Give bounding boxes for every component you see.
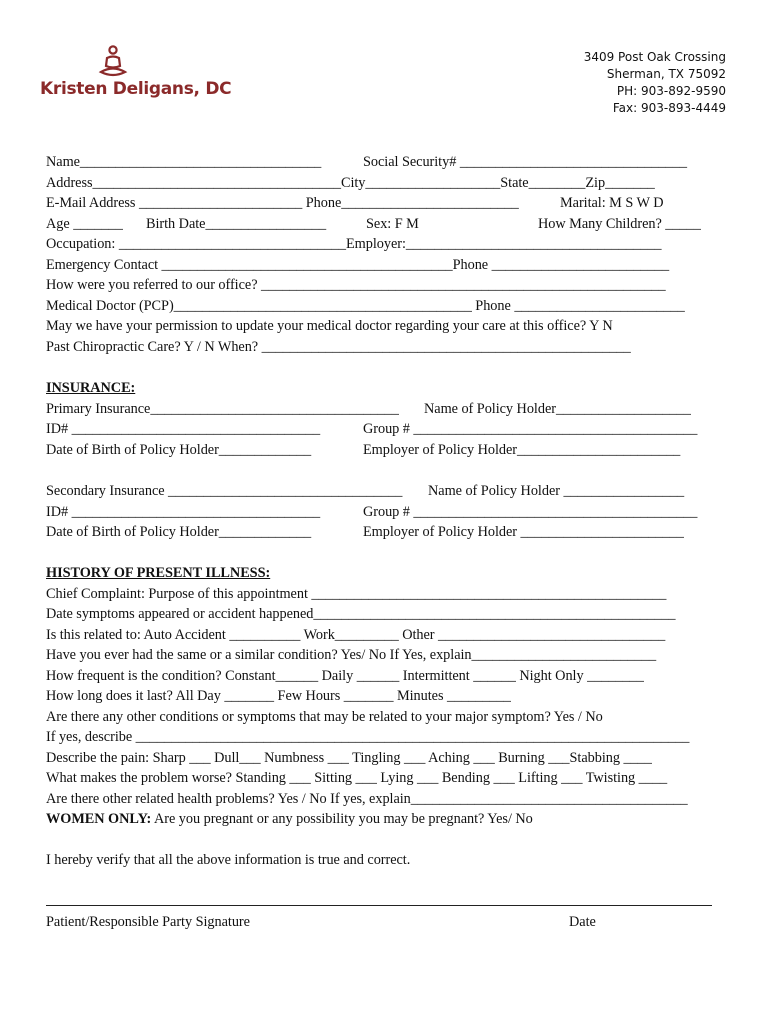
name-field[interactable]: Name__________________________________ bbox=[46, 154, 322, 170]
letterhead bbox=[0, 0, 770, 130]
email-phone-field[interactable]: E-Mail Address _______________________ Phone_________________________ bbox=[46, 195, 519, 211]
referral-row[interactable]: How were you referred to our office? _________________________________________________________ bbox=[46, 277, 666, 293]
children-field[interactable]: How Many Children? _____ bbox=[538, 216, 701, 232]
ssn-field[interactable]: Social Security# ________________________________ bbox=[363, 154, 687, 170]
date-label: Date bbox=[569, 914, 596, 930]
pregnancy-question: Are you pregnant or any possibility you may be pregnant? Yes/ No bbox=[151, 811, 533, 827]
symptom-date-row[interactable]: Date symptoms appeared or accident happened___________________________________________________ bbox=[46, 606, 676, 622]
meditation-figure-icon bbox=[98, 45, 128, 79]
women-only-label: WOMEN ONLY: bbox=[46, 811, 152, 827]
describe-row[interactable]: If yes, describe ______________________________________________________________________________ bbox=[46, 729, 690, 745]
secondary-dob-field[interactable]: Date of Birth of Policy Holder_____________ bbox=[46, 524, 312, 540]
related-to-row[interactable]: Is this related to: Auto Accident __________ Work_________ Other ________________________________ bbox=[46, 627, 666, 643]
address-line-2: Sherman, TX 75092 bbox=[606, 67, 726, 81]
secondary-group-field[interactable]: Group # ________________________________________ bbox=[363, 504, 698, 520]
frequency-row[interactable]: How frequent is the condition? Constant______ Daily ______ Intermittent ______ Night Only ________ bbox=[46, 668, 644, 684]
women-only-row[interactable] bbox=[46, 810, 533, 828]
primary-id-field[interactable]: ID# ___________________________________ bbox=[46, 421, 321, 437]
phone-line: PH: 903-892-9590 bbox=[616, 84, 726, 98]
primary-employer-field[interactable]: Employer of Policy Holder_______________________ bbox=[363, 442, 681, 458]
primary-dob-field[interactable]: Date of Birth of Policy Holder_____________ bbox=[46, 442, 312, 458]
past-chiro-row[interactable]: Past Chiropractic Care? Y / N When? ____________________________________________________ bbox=[46, 339, 631, 355]
sex-field[interactable]: Sex: F M bbox=[366, 216, 419, 232]
similar-condition-row[interactable]: Have you ever had the same or a similar condition? Yes/ No If Yes, explain__________________________ bbox=[46, 647, 657, 663]
primary-group-field[interactable]: Group # ________________________________________ bbox=[363, 421, 698, 437]
clinic-address bbox=[584, 49, 726, 117]
permission-row[interactable]: May we have your permission to update your medical doctor regarding your care at this office? Y N bbox=[46, 318, 613, 334]
verification-statement: I hereby verify that all the above information is true and correct. bbox=[46, 852, 411, 868]
worse-row[interactable]: What makes the problem worse? Standing ___ Sitting ___ Lying ___ Bending ___ Lifting ___ Twisting ____ bbox=[46, 770, 668, 786]
other-conditions-row[interactable]: Are there any other conditions or symptoms that may be related to your major symptom? Yes / No bbox=[46, 709, 603, 725]
signature-line[interactable] bbox=[46, 905, 712, 906]
secondary-insurance-field[interactable]: Secondary Insurance _________________________________ bbox=[46, 483, 403, 499]
fax-line: Fax: 903-893-4449 bbox=[612, 101, 726, 115]
age-field[interactable]: Age _______ bbox=[46, 216, 123, 232]
address-row[interactable]: Address___________________________________City___________________State________Zip_______ bbox=[46, 175, 655, 191]
occupation-row[interactable]: Occupation: ________________________________Employer:____________________________________ bbox=[46, 236, 662, 252]
chief-complaint-row[interactable]: Chief Complaint: Purpose of this appointment __________________________________________________ bbox=[46, 586, 667, 602]
secondary-id-field[interactable]: ID# ___________________________________ bbox=[46, 504, 321, 520]
pain-type-row[interactable]: Describe the pain: Sharp ___ Dull___ Numbness ___ Tingling ___ Aching ___ Burning ___Stabbing ____ bbox=[46, 750, 652, 766]
marital-field[interactable]: Marital: M S W D bbox=[560, 195, 664, 211]
history-heading: HISTORY OF PRESENT ILLNESS: bbox=[46, 565, 271, 581]
clinic-logo bbox=[40, 45, 232, 105]
duration-row[interactable]: How long does it last? All Day _______ Few Hours _______ Minutes _________ bbox=[46, 688, 511, 704]
medical-doctor-row[interactable]: Medical Doctor (PCP)__________________________________________ Phone ________________________ bbox=[46, 298, 685, 314]
insurance-heading: INSURANCE: bbox=[46, 380, 136, 396]
related-problems-row[interactable]: Are there other related health problems? Yes / No If yes, explain_______________________________________ bbox=[46, 791, 688, 807]
primary-policy-holder-field[interactable]: Name of Policy Holder___________________ bbox=[424, 401, 691, 417]
secondary-policy-holder-field[interactable]: Name of Policy Holder _________________ bbox=[428, 483, 685, 499]
signature-label: Patient/Responsible Party Signature bbox=[46, 914, 250, 930]
secondary-employer-field[interactable]: Employer of Policy Holder _______________________ bbox=[363, 524, 684, 540]
address-line-1: 3409 Post Oak Crossing bbox=[583, 50, 726, 64]
birth-date-field[interactable]: Birth Date_________________ bbox=[146, 216, 327, 232]
emergency-contact-row[interactable]: Emergency Contact _________________________________________Phone _________________________ bbox=[46, 257, 670, 273]
brand-name: Kristen Deligans, DC bbox=[40, 79, 232, 99]
primary-insurance-field[interactable]: Primary Insurance___________________________________ bbox=[46, 401, 399, 417]
